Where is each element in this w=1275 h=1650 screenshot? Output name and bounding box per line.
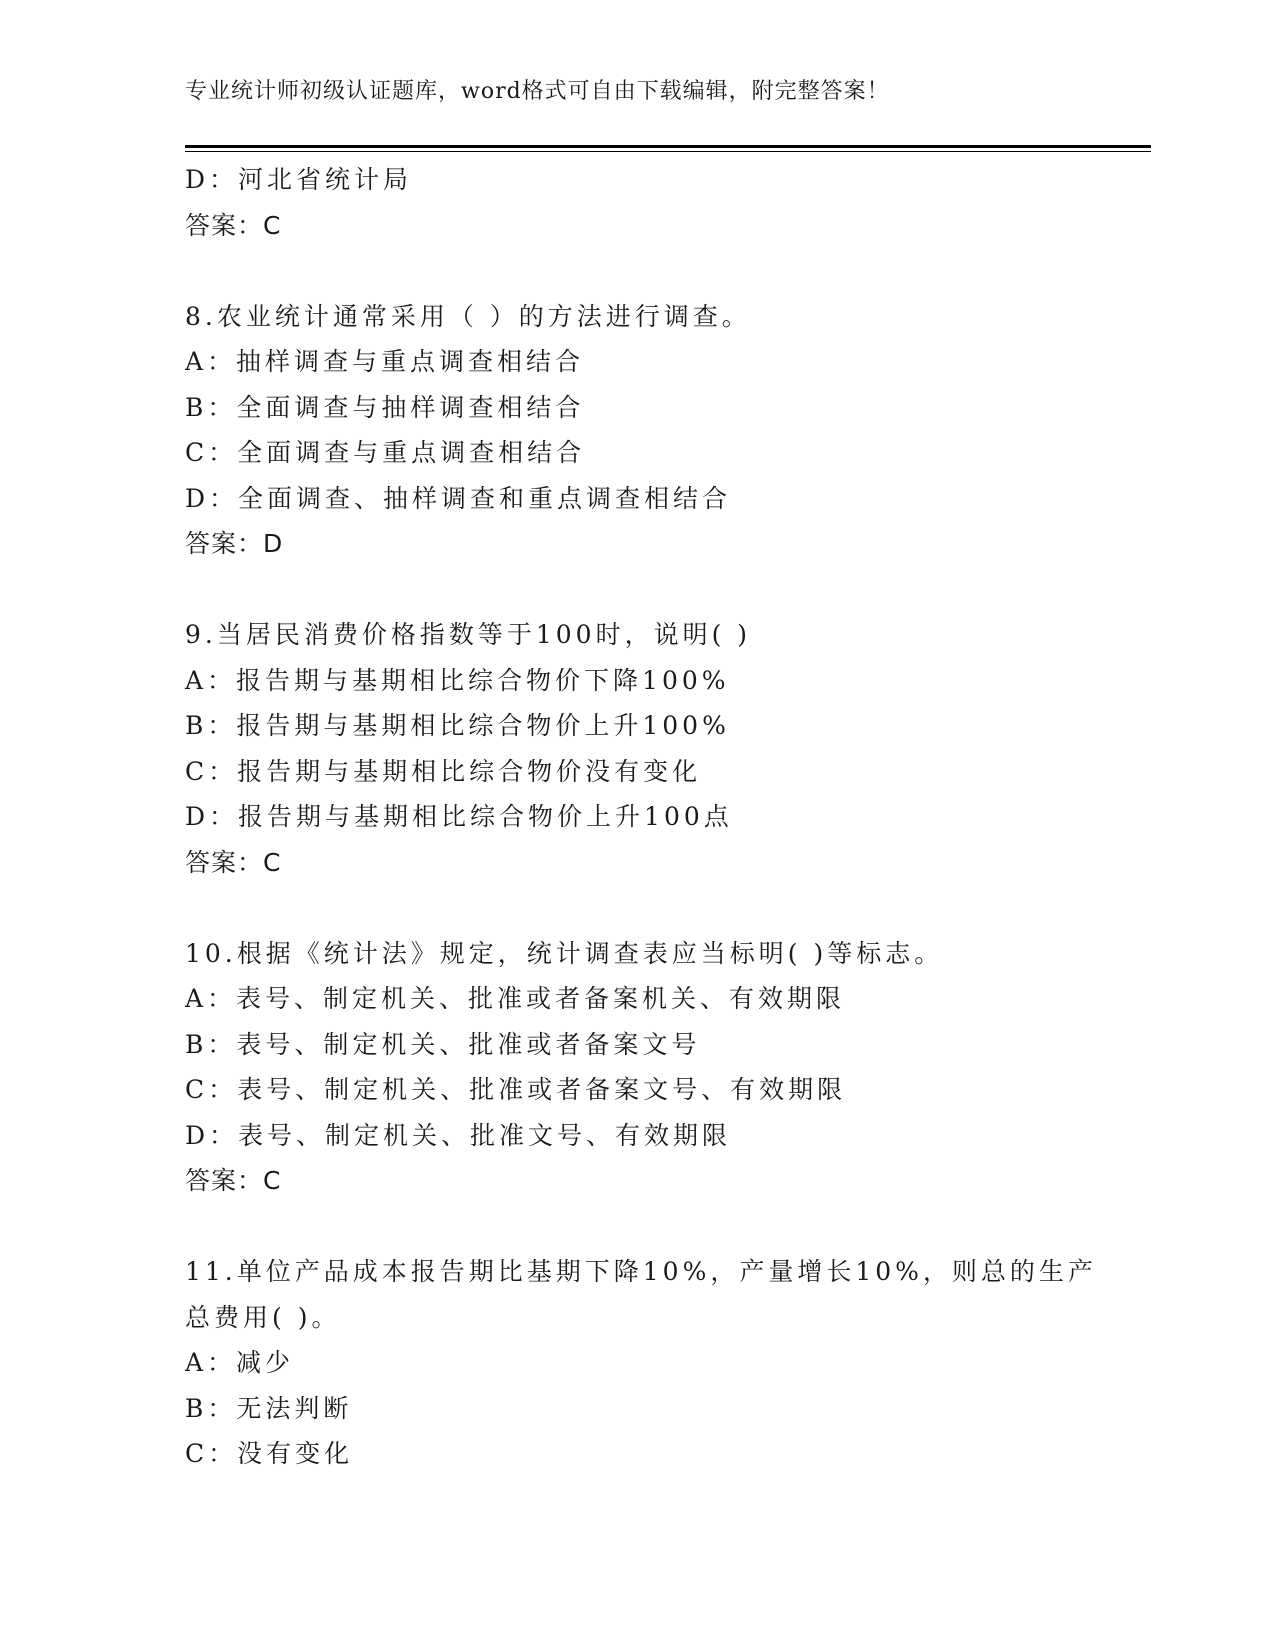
answer-line: 答案：C xyxy=(185,210,282,240)
question-line: 11.单位产品成本报告期比基期下降10%，产量增长10%，则总的生产 xyxy=(185,1257,1097,1286)
question-line: 9.当居民消费价格指数等于100时，说明( ) xyxy=(185,620,752,649)
answer-line: 答案：C xyxy=(185,1166,282,1195)
option-line: B：无法判断 xyxy=(185,1393,353,1423)
answer-line: 答案：C xyxy=(185,847,282,877)
option-line: B：表号、制定机关、批准或者备案文号 xyxy=(185,1029,701,1059)
header-rule-thick xyxy=(185,145,1151,148)
option-line: D：表号、制定机关、批准文号、有效期限 xyxy=(185,1120,732,1150)
option-line: D：报告期与基期相比综合物价上升100点 xyxy=(185,802,733,831)
option-line: C：报告期与基期相比综合物价没有变化 xyxy=(185,756,702,786)
option-line: D：全面调查、抽样调查和重点调查相结合 xyxy=(185,483,732,513)
blank-line xyxy=(185,567,1085,613)
blank-line xyxy=(185,1204,1085,1250)
document-body xyxy=(185,157,1097,1477)
blank-line xyxy=(185,885,1085,931)
option-line: B：报告期与基期相比综合物价上升100% xyxy=(185,711,730,740)
header-rule-thin xyxy=(185,151,1151,152)
option-line: C：全面调查与重点调查相结合 xyxy=(185,438,586,467)
option-line: D：河北省统计局 xyxy=(185,165,413,194)
blank-line xyxy=(185,248,1085,294)
option-line: A：抽样调查与重点调查相结合 xyxy=(185,347,585,376)
answer-line: 答案：D xyxy=(185,529,284,558)
question-line: 总费用( )。 xyxy=(185,1302,341,1332)
option-line: A：表号、制定机关、批准或者备案机关、有效期限 xyxy=(185,984,846,1013)
question-line: 10.根据《统计法》规定，统计调查表应当标明( )等标志。 xyxy=(185,938,944,968)
option-line: A：报告期与基期相比综合物价下降100% xyxy=(185,665,730,695)
question-line: 8.农业统计通常采用（ ）的方法进行调查。 xyxy=(185,301,751,331)
option-line: C：没有变化 xyxy=(185,1439,354,1468)
page-header: 专业统计师初级认证题库，word格式可自由下载编辑，附完整答案！ xyxy=(185,79,890,104)
option-line: B：全面调查与抽样调查相结合 xyxy=(185,392,585,422)
option-line: C：表号、制定机关、批准或者备案文号、有效期限 xyxy=(185,1075,847,1104)
option-line: A：减少 xyxy=(185,1348,295,1377)
